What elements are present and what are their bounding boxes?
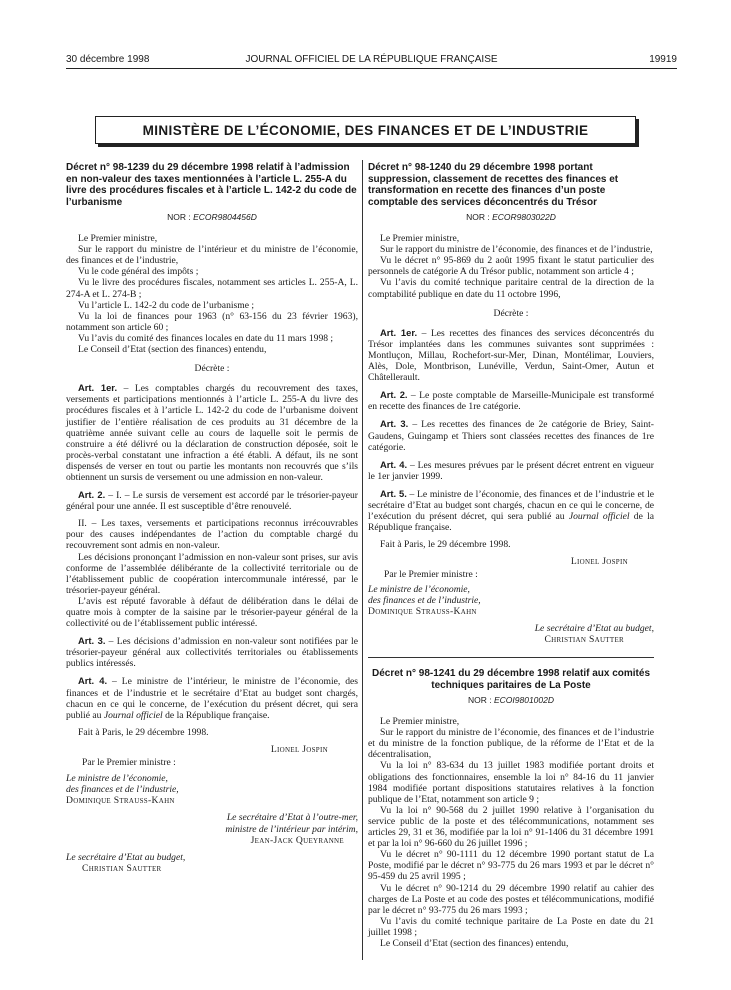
article-text: – Le ministre de l’économie, des finances et de l’industrie et le secrétaire d’Etat au budget sont chargés, chacun en ce qui le concerne, de l’exécution du présent décret, qui sera publié au bbox=[368, 488, 654, 523]
paragraph: Sur le rapport du ministre de l’économie, des finances et de l’industrie et du ministre de la fonction publique, de la réforme de l’Etat et de la décentralisation, bbox=[368, 727, 654, 761]
nor-label: NOR : bbox=[466, 212, 490, 222]
paragraph: Vu le code général des impôts ; bbox=[78, 266, 199, 278]
article-text: de la République française. bbox=[162, 709, 270, 721]
article-text: – Les recettes des finances de 2e catégorie de Briey, Saint-Gaudens, Guingamp et Thiers sont classées recettes des finances de 1re catégorie. bbox=[368, 419, 654, 453]
signature-pm: Lionel Jospin bbox=[570, 556, 628, 568]
paragraph: Le Conseil d’Etat (section des finances) entendu, bbox=[78, 344, 267, 356]
journal-name: Journal officiel bbox=[568, 511, 630, 523]
article-label: Art. 1er. bbox=[380, 326, 418, 338]
signature-secretary: Christian Sautter bbox=[82, 862, 162, 874]
article-text: – Le ministre de l’intérieur, le ministre de l’économie, des finances et de l’industrie et le secrétaire d’Etat au budget sont chargés, chacun en ce qui le concerne, de l’exécution du présent décret, qui sera publié au bbox=[66, 676, 358, 721]
paragraph: Vu la loi de finances pour 1963 (n° 63-156 du 23 février 1963), notamment son article 60 ; bbox=[66, 310, 358, 333]
article-1 bbox=[66, 382, 358, 483]
nor-code: ECOR9803022D bbox=[492, 212, 556, 222]
paragraph: Vu le livre des procédures fiscales, notamment ses articles L. 255-A, L. 274-A et L. 274-B ; bbox=[66, 277, 358, 300]
article-text: – Les décisions d’admission en non-valeur sont notifiées par le trésorier-payeur général aux collectivités territoriales ou établissements publics intéressés. bbox=[66, 636, 358, 670]
paragraph: Vu l’avis du comité technique paritaire de La Poste en date du 21 juillet 1998 ; bbox=[368, 915, 654, 938]
signature-secretary: Christian Sautter bbox=[544, 633, 624, 645]
paragraph: Vu la loi n° 83-634 du 13 juillet 1983 modifiée portant droits et obligations des fonctionnaires, ensemble la loi n° 84-16 du 11 janvier 1984 modifiée portant dispositions statutaires relatives à la fonction publique de l’Etat, notamment son article 9 ; bbox=[368, 760, 654, 805]
decrete-heading: Décrète : bbox=[194, 363, 230, 375]
decree-1240-title: Décret n° 98-1240 du 29 décembre 1998 portant suppression, classement de recettes des finances et transformation en recette des finances d’un poste comptable des services déconcentrés du Trésor bbox=[368, 162, 619, 208]
paragraph: L’avis est réputé favorable à défaut de délibération dans le délai de quatre mois à compter de la saisine par le trésorier-payeur général de la collectivité ou de l’établissement public intéressé. bbox=[66, 595, 358, 630]
header-date: 30 décembre 1998 bbox=[66, 54, 150, 65]
nor-label: NOR : bbox=[167, 212, 191, 222]
article-label: Art. 3. bbox=[78, 635, 106, 647]
paragraph: Les décisions prononçant l’admission en non-valeur sont prises, sur avis conforme de l’assemblée délibérante de la collectivité territoriale ou de l’établissement public de coopération intercommunale intéressé, par le trésorier-payeur général. bbox=[66, 551, 358, 596]
paragraph: Vu l’article L. 142-2 du code de l’urbanisme ; bbox=[78, 299, 255, 311]
article-3 bbox=[66, 635, 358, 669]
paragraph: Sur le rapport du ministre de l’économie, des finances et de l’industrie, bbox=[380, 244, 653, 256]
paragraph: Sur le rapport du ministre de l’intérieur et du ministre de l’économie, des finances et de l’industrie, bbox=[66, 244, 358, 267]
paragraph: Vu le décret n° 90-1111 du 12 décembre 1990 portant statut de La Poste, modifié par le décret n° 93-775 du 26 mars 1993 et par le décret n° 95-459 du 25 avril 1995 ; bbox=[368, 849, 654, 883]
left-column bbox=[66, 162, 358, 874]
decree-1241-title: Décret n° 98-1241 du 29 décembre 1998 relatif aux comités techniques paritaires de La Poste bbox=[371, 668, 651, 691]
decree-1241-nor bbox=[368, 695, 654, 706]
article-label: Art. 5. bbox=[380, 487, 407, 499]
signature-secretary: Jean-Jack Queyranne bbox=[250, 834, 344, 846]
paragraph: Le Conseil d’Etat (section des finances) entendu, bbox=[380, 937, 569, 949]
article-label: Art. 4. bbox=[380, 458, 408, 470]
header-journal-title: JOURNAL OFFICIEL DE LA RÉPUBLIQUE FRANÇAISE bbox=[245, 54, 498, 65]
article-text: – Le poste comptable de Marseille-Municipale est transformé en recette des finances de 1re catégorie. bbox=[368, 390, 654, 413]
done-at: Fait à Paris, le 29 décembre 1998. bbox=[78, 726, 209, 738]
article-label: Art. 4. bbox=[78, 675, 108, 687]
minister-title: des finances et de l’industrie, bbox=[368, 594, 481, 606]
secretary-title: ministre de l’intérieur par intérim, bbox=[225, 823, 358, 835]
par-premier-ministre: Par le Premier ministre : bbox=[82, 757, 176, 769]
paragraph: Le Premier ministre, bbox=[78, 233, 158, 245]
right-column bbox=[368, 162, 654, 949]
signature-minister: Dominique Strauss-Kahn bbox=[368, 605, 477, 617]
secretary-title: Le secrétaire d’Etat à l’outre-mer, bbox=[226, 812, 358, 824]
minister-title: des finances et de l’industrie, bbox=[66, 784, 179, 796]
article-3 bbox=[368, 418, 654, 452]
article-4 bbox=[368, 459, 654, 482]
done-at: Fait à Paris, le 29 décembre 1998. bbox=[380, 539, 511, 551]
article-2 bbox=[66, 489, 358, 512]
article-text: – I. – Le sursis de versement est accordé par le trésorier-payeur général pour une année. Il est susceptible d’être renouvelé. bbox=[66, 490, 358, 513]
article-label: Art. 2. bbox=[78, 489, 106, 501]
signature-minister: Dominique Strauss-Kahn bbox=[66, 795, 175, 807]
secretary-title: Le secrétaire d’Etat au budget, bbox=[534, 622, 654, 634]
nor-code: ECOI9801002D bbox=[493, 695, 554, 705]
paragraph: Le Premier ministre, bbox=[380, 233, 460, 245]
paragraph: Vu l’avis du comité des finances locales en date du 11 mars 1998 ; bbox=[78, 332, 334, 344]
article-text: – Les recettes des finances des services déconcentrés du Trésor implantées dans les communes suivantes sont supprimées : Montluçon, Millau, Rochefort-sur-Mer, Dinan, Montélimar, Louviers, Alès, Dole, Montbrison, Lunéville, Verdun, Saint-Omer, Autun et Châtellerault. bbox=[368, 327, 654, 384]
decree-1240-nor bbox=[368, 212, 654, 223]
article-text: – Les comptables chargés du recouvrement des taxes, versements et participations mentionnés à l’article L. 255-A du livre des procédures fiscales et à l’article L. 142-2 du code de l’urbanisme doivent justifier de l’entière réalisation de ces produits au 31 décembre de la quatrième année suivant celle au cours de laquelle soit le permis de construire a été délivré ou la déclaration de construction déposée, soit le procès-verbal constatant une infraction a été établi. A défaut, ils ne sont dispensés de verser en tout ou partie les montants non recouvrés que s’ils obtiennent un sursis de versement ou une admission en non-valeur. bbox=[66, 383, 358, 483]
paragraph: Vu la loi n° 90-568 du 2 juillet 1990 relative à l’organisation du service public de la poste et des télécommunications, notamment ses articles 29, 31 et 36, modifiée par la loi n° 91-1406 du 31 décembre 1991 et par la loi n° 96-660 du 26 juillet 1996 ; bbox=[368, 804, 654, 850]
journal-name: Journal officiel bbox=[103, 709, 163, 721]
column-divider bbox=[362, 160, 363, 960]
article-5 bbox=[368, 488, 654, 533]
paragraph: Vu l’avis du comité technique paritaire central de la direction de la comptabilité publique en date du 11 octobre 1996, bbox=[368, 277, 654, 300]
article-label: Art. 3. bbox=[380, 418, 409, 430]
par-premier-ministre: Par le Premier ministre : bbox=[384, 569, 478, 581]
ministry-heading: MINISTÈRE DE L’ÉCONOMIE, DES FINANCES ET DE L’INDUSTRIE bbox=[95, 116, 636, 144]
article-text: – Les mesures prévues par le présent décret entrent en vigueur le 1er janvier 1999. bbox=[368, 459, 654, 482]
paragraph: Vu le décret n° 95-869 du 2 août 1995 fixant le statut particulier des personnels de catégorie A du Trésor public, notamment son article 4 ; bbox=[368, 255, 654, 278]
decree-1239-nor bbox=[66, 212, 358, 223]
minister-title: Le ministre de l’économie, bbox=[368, 583, 470, 595]
nor-code: ECOR9804456D bbox=[193, 212, 257, 222]
minister-title: Le ministre de l’économie, bbox=[66, 773, 168, 785]
paragraph: II. – Les taxes, versements et participations reconnus irrécouvrables pour des causes indépendantes de l’action du comptable chargé du recouvrement sont admis en non-valeur. bbox=[66, 518, 358, 552]
article-2 bbox=[368, 389, 654, 412]
decree-separator bbox=[368, 657, 654, 658]
article-4 bbox=[66, 675, 358, 720]
header-page-number: 19919 bbox=[649, 54, 677, 65]
article-label: Art. 2. bbox=[380, 389, 408, 401]
paragraph: Le Premier ministre, bbox=[380, 716, 460, 728]
decree-1239-title: Décret n° 98-1239 du 29 décembre 1998 relatif à l’admission en non-valeur des taxes mentionnées à l’article L. 255-A du livre des procédures fiscales et à l’article L. 142-2 du code de l’urbanisme bbox=[66, 162, 357, 208]
article-label: Art. 1er. bbox=[78, 382, 118, 394]
article-1 bbox=[368, 327, 654, 383]
decrete-heading: Décrète : bbox=[493, 307, 529, 319]
secretary-title: Le secrétaire d’Etat au budget, bbox=[66, 851, 186, 863]
paragraph: Vu le décret n° 90-1214 du 29 décembre 1990 relatif au cahier des charges de La Poste et au code des postes et télécommunications, modifié par le décret n° 93-775 du 26 mars 1993 ; bbox=[368, 882, 654, 916]
nor-label: NOR : bbox=[467, 695, 492, 705]
signature-pm: Lionel Jospin bbox=[270, 743, 328, 755]
header-rule bbox=[66, 68, 677, 69]
article-text: de la République française. bbox=[368, 511, 654, 534]
